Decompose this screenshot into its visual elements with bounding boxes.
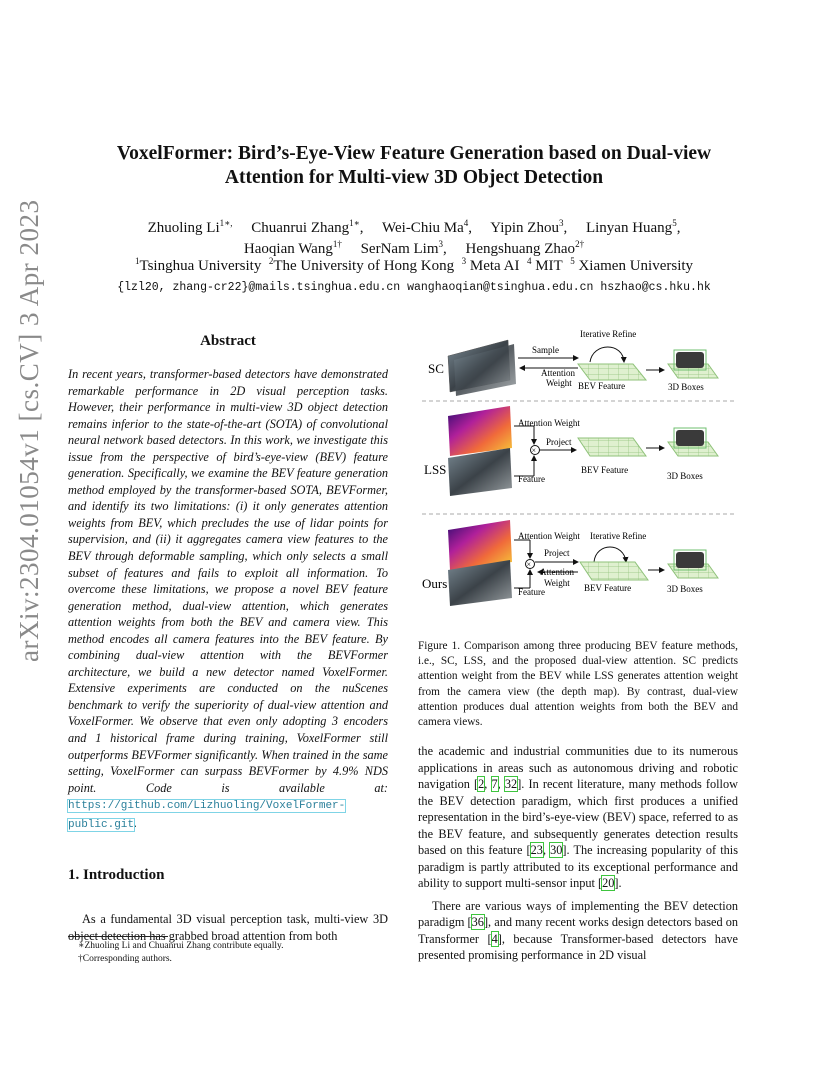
citation-link[interactable]: 23 xyxy=(530,843,543,857)
figure-1-caption: Figure 1. Comparison among three producing BEV feature methods, i.e., SC, LSS, and the proposed dual-view attention. SC predicts attention weight from the BEV while LSS generates attention weight from the camera view (the depth map). By contrast, dual-view attention produces dual attention weights from both the BEV and camera views. xyxy=(418,640,738,729)
multiply-icon: × xyxy=(531,446,537,455)
ours-bev-grid xyxy=(580,562,648,580)
arxiv-identifier: arXiv:2304.01054v1 [cs.CV] 3 Apr 2023 xyxy=(14,199,44,662)
paragraph-bev-paradigm: the academic and industrial communities due to its numerous applications in areas such as autonomous driving and robotic navigation [2, 7, 32]. In recent literature, many methods follow the BEV detection paradigm, which first produces a unified representation in the bird’s-eye-view (BEV) space, referred to as the BEV feature, and subsequently generates detection results based on this feature [23, 30]. The increasing popularity of this paradigm is partly attributed to its exceptional performance and ability to support multi-sensor input [20]. xyxy=(418,744,738,890)
lss-bev-grid xyxy=(578,438,646,456)
row-label-ours: Ours xyxy=(422,576,448,591)
right-column-text xyxy=(418,743,738,964)
label-feature: Feature xyxy=(518,587,545,597)
abstract-body: In recent years, transformer-based detectors have demonstrated remarkable performance in 2D visual perception tasks. However, their performance in multi-view 3D object detection remains inferior to the state-of-the-art (SOTA) of convolutional neural network based detectors. In this work, we investigate this issue from the perspective of bird’s-eye-view (BEV) feature generation. Specifically, we examine the BEV feature generation method employed by the transformer-based SOTA, BEVFormer, and identify its two limitations: (i) it only generates attention weights from BEV, which precludes the use of lidar points for supervision, and (ii) it aggregates camera view features to the BEV through deformable sampling, which only selects a small subset of features and fails to exploit all information. To overcome these limitations, we propose a novel BEV feature generation method, dual-view attention, which generates attention weights from both the BEV and camera view. This method encodes all camera features into the BEV feature. By combining dual-view attention with the BEVFormer architecture, we build a new detector named VoxelFormer. Extensive experiments are conducted on the nuScenes benchmark to verify the superiority of dual-view attention and VoxelFormer. We observe that even only adopting 3 encoders and 1 historical frame during training, VoxelFormer still outperforms BEVFormer significantly. When trained in the same setting, VoxelFormer can surpass BEVFormer by 4.9% NDS point. Code is available at: https://github.com/Lizhuoling/VoxelFormer-public.git. xyxy=(68,367,388,831)
label-attention-weight: Attention Weight xyxy=(518,531,580,541)
label-attention-weight: Attention Weight xyxy=(518,418,580,428)
author: Yipin Zhou$^3$, xyxy=(490,218,568,236)
lss-depth-map xyxy=(448,406,512,456)
footnote-rule xyxy=(68,936,168,937)
citation-link[interactable]: 2 xyxy=(478,777,485,791)
label-bev-feature: BEV Feature xyxy=(584,583,632,593)
row-label-sc: SC xyxy=(428,361,444,376)
citation-link[interactable]: 30 xyxy=(550,843,563,857)
author-emails: {lzl20, zhang-cr22}@mails.tsinghua.edu.cn wanghaoqian@tsinghua.edu.cn hszhao@cs.hku.hk xyxy=(117,281,711,294)
label-iterative-refine: Iterative Refine xyxy=(590,531,647,541)
sc-camera-image xyxy=(448,340,516,396)
figure-1-diagram xyxy=(418,326,738,626)
author: SerNam Lim$^3$, xyxy=(360,239,447,257)
author: Haoqian Wang$^{1\dagger}$ xyxy=(243,239,342,257)
footnote-equal-contribution: ∗Zhuoling Li and Chuanrui Zhang contribute equally. xyxy=(78,941,284,951)
label-iterative-refine: Iterative Refine xyxy=(580,329,637,339)
sc-3d-boxes xyxy=(668,350,718,378)
author: Chuanrui Zhang$^{1∗}$, xyxy=(251,218,364,236)
label-sample: Sample xyxy=(532,345,559,355)
label-3d-boxes: 3D Boxes xyxy=(668,382,704,392)
abstract-heading: Abstract xyxy=(200,333,256,349)
label-project: Project xyxy=(546,437,572,447)
paragraph-implementations: There are various ways of implementing the BEV detection paradigm [36], and many recent works design detectors based on Transformer [4], because Transformer-based detectors have presented promising performance in 2D visual xyxy=(418,898,739,962)
label-3d-boxes: 3D Boxes xyxy=(667,584,703,594)
ours-3d-boxes xyxy=(668,550,718,578)
sc-bev-grid xyxy=(578,364,646,380)
lss-camera-image xyxy=(448,448,512,496)
row-label-lss: LSS xyxy=(424,462,447,477)
label-feature: Feature xyxy=(518,474,545,484)
code-link[interactable]: https://github.com/Lizhuoling/VoxelFormer-public.git xyxy=(68,800,346,831)
label-attention: Attention xyxy=(541,368,575,378)
author: Hengshuang Zhao$^{2\dagger}$ xyxy=(465,239,585,257)
citation-link[interactable]: 20 xyxy=(602,876,615,890)
label-weight: Weight xyxy=(546,378,572,388)
author: Linyan Huang$^5$, xyxy=(585,218,681,236)
author: Zhuoling $Li^{1∗,}$ xyxy=(147,218,233,236)
citation-link[interactable]: 32 xyxy=(504,777,518,791)
label-project: Project xyxy=(544,548,570,558)
label-bev-feature: BEV Feature xyxy=(578,381,626,391)
section-heading-introduction: 1. Introduction xyxy=(68,867,165,883)
citation-link[interactable]: 7 xyxy=(491,777,498,791)
label-attention: Attention xyxy=(540,567,574,577)
citation-link[interactable]: 36 xyxy=(471,915,484,929)
author-list xyxy=(60,218,768,260)
author: Wei-Chiu Ma$^4$, xyxy=(382,218,472,236)
lss-3d-boxes xyxy=(668,428,718,456)
label-bev-feature: BEV Feature xyxy=(581,465,629,475)
label-weight: Weight xyxy=(544,578,570,588)
paper-title: VoxelFormer: Bird’s-Eye-View Feature Generation based on Dual-view Attention for Multi-view 3D Object Detection xyxy=(116,143,712,188)
citation-link[interactable]: 4 xyxy=(491,931,498,946)
introduction-paragraph: As a fundamental 3D visual perception task, multi-view 3D object detection has grabbed broad attention from both xyxy=(68,912,388,943)
multiply-icon: × xyxy=(526,560,532,569)
label-3d-boxes: 3D Boxes xyxy=(667,471,703,481)
footnote-corresponding: †Corresponding authors. xyxy=(78,954,172,964)
affiliations: $^1$Tsinghua University $^2$The University of Hong Kong $^3$ Meta AI $^4$ MIT $^5$ Xiamen University xyxy=(134,256,694,274)
